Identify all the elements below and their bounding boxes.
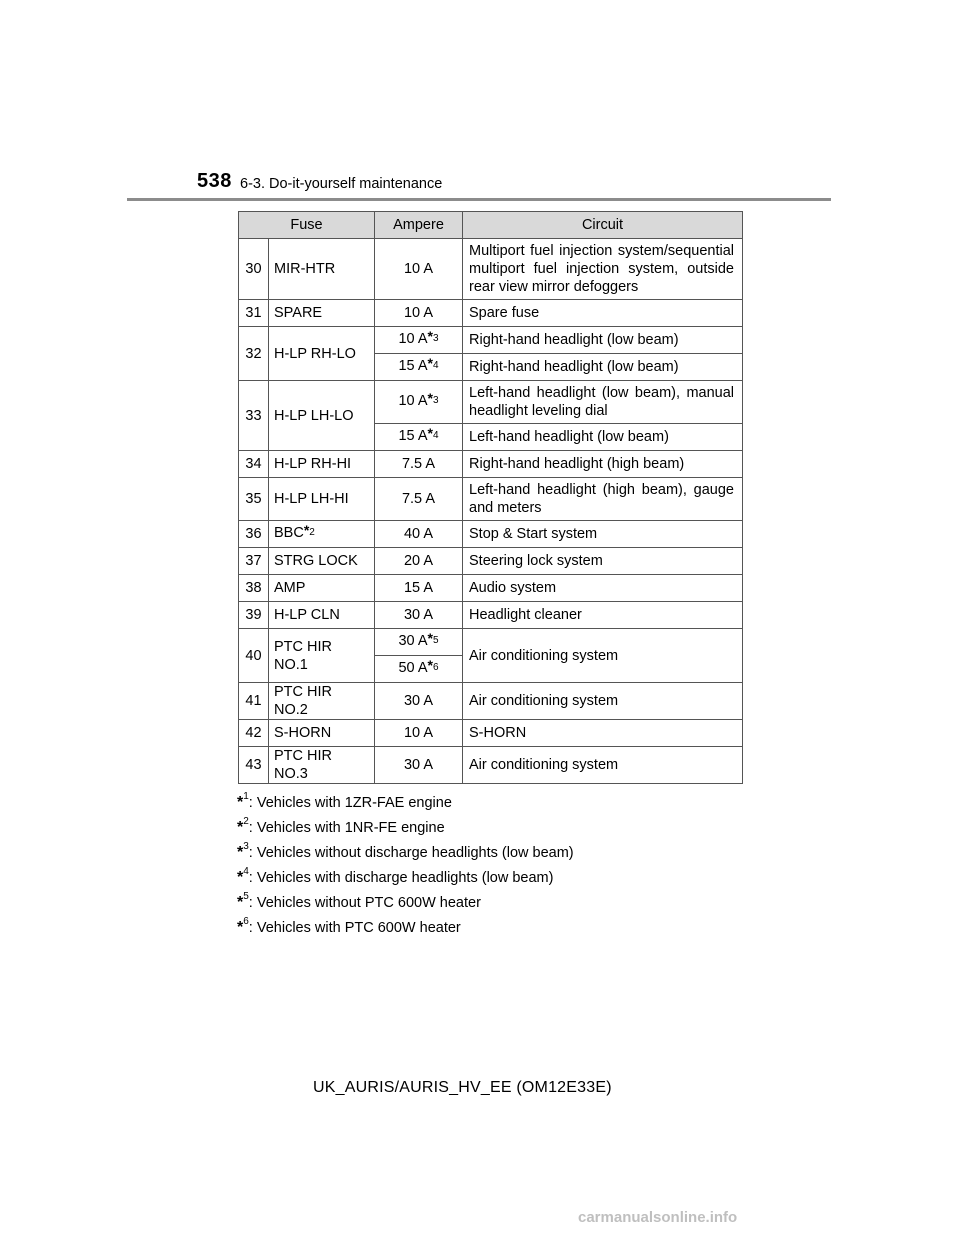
fuse-circuit: Air conditioning system: [463, 683, 743, 720]
footnote-text: : Vehicles with 1ZR-FAE engine: [248, 794, 452, 811]
table-row: [239, 521, 743, 548]
footnote-number: 3: [432, 394, 439, 406]
table-row: [239, 720, 743, 747]
fuse-ampere: 30 A: [375, 683, 463, 720]
fuse-name: SPARE: [269, 300, 375, 327]
fuse-number: 37: [239, 548, 269, 575]
fuse-ampere: 30 A: [375, 602, 463, 629]
header-rule: [127, 198, 831, 201]
fuse-circuit: Right-hand headlight (low beam): [463, 354, 743, 381]
asterisk-icon: *: [237, 818, 244, 836]
fuse-circuit: S-HORN: [463, 720, 743, 747]
footnote-text: : Vehicles with 1NR-FE engine: [248, 819, 445, 836]
table-row: [239, 548, 743, 575]
fuse-ampere: [375, 656, 463, 683]
footnote-number: 4: [432, 429, 439, 441]
asterisk-icon: *: [237, 843, 244, 861]
footnote-text: : Vehicles with PTC 600W heater: [248, 919, 461, 936]
fuse-circuit: Left-hand headlight (high beam), gauge and meters: [463, 478, 743, 521]
fuse-circuit: Left-hand headlight (low beam): [463, 424, 743, 451]
footnotes: [237, 786, 574, 936]
footnote-number: 5: [243, 891, 249, 902]
fuse-name: H-LP RH-LO: [269, 327, 375, 381]
asterisk-icon: *: [427, 424, 433, 441]
fuse-number: 41: [239, 683, 269, 720]
fuse-ampere: [375, 327, 463, 354]
asterisk-icon: *: [237, 918, 244, 936]
table-row: [239, 327, 743, 354]
footnote-number: 4: [432, 359, 439, 371]
fuse-name: H-LP LH-LO: [269, 381, 375, 451]
asterisk-icon: *: [303, 521, 310, 538]
asterisk-icon: *: [237, 868, 244, 886]
fuse-number: 36: [239, 521, 269, 548]
table-row: [239, 451, 743, 478]
asterisk-icon: *: [427, 389, 433, 406]
table-header-row: [239, 212, 743, 239]
table-row: [239, 629, 743, 656]
fuse-circuit: Steering lock system: [463, 548, 743, 575]
fuse-circuit: Spare fuse: [463, 300, 743, 327]
table-row: [239, 575, 743, 602]
fuse-name: AMP: [269, 575, 375, 602]
footnote-ref: [427, 354, 439, 371]
ampere-value: 15 A: [398, 357, 428, 374]
fuse-ampere: [375, 629, 463, 656]
fuse-circuit: Multiport fuel injection system/sequential multiport fuel injection system, outside rear view mirror defoggers: [463, 239, 743, 300]
fuse-number: 40: [239, 629, 269, 683]
fuse-ampere: 7.5 A: [375, 451, 463, 478]
footnote: [237, 836, 574, 861]
fuse-name: H-LP CLN: [269, 602, 375, 629]
footnote-ref: [427, 656, 439, 673]
footnote-number: 3: [432, 332, 439, 344]
fuse-name: PTC HIR NO.1: [269, 629, 375, 683]
table-row: [239, 602, 743, 629]
fuse-number: 42: [239, 720, 269, 747]
footnote: [237, 811, 574, 836]
fuse-name: [269, 521, 375, 548]
asterisk-icon: *: [427, 656, 433, 673]
fuse-circuit: Headlight cleaner: [463, 602, 743, 629]
footnote-text: : Vehicles with discharge headlights (low beam): [248, 869, 554, 886]
fuse-ampere: [375, 354, 463, 381]
fuse-ampere: 10 A: [375, 300, 463, 327]
fuse-circuit: Stop & Start system: [463, 521, 743, 548]
table-row: [239, 747, 743, 784]
asterisk-icon: *: [427, 629, 433, 646]
footnote-number: 1: [243, 791, 249, 802]
fuse-name: PTC HIR NO.3: [269, 747, 375, 784]
fuse-ampere: 20 A: [375, 548, 463, 575]
table-row: [239, 300, 743, 327]
section-title: 6-3. Do-it-yourself maintenance: [240, 176, 443, 192]
footnote-text: : Vehicles without discharge headlights (low beam): [248, 844, 574, 861]
footnote: [237, 786, 574, 811]
fuse-ampere: 10 A: [375, 720, 463, 747]
ampere-value: 10 A: [398, 392, 428, 409]
fuse-number: 31: [239, 300, 269, 327]
footnote-ref: [427, 389, 439, 406]
fuse-number: 38: [239, 575, 269, 602]
fuse-number: 43: [239, 747, 269, 784]
footnote-number: 3: [243, 841, 249, 852]
fuse-number: 34: [239, 451, 269, 478]
fuse-ampere: [375, 381, 463, 424]
ampere-value: 10 A: [398, 330, 428, 347]
fuse-table: [238, 211, 743, 784]
fuse-circuit: Air conditioning system: [463, 629, 743, 683]
fuse-number: 35: [239, 478, 269, 521]
footnote: [237, 911, 574, 936]
fuse-circuit: Audio system: [463, 575, 743, 602]
fuse-name: PTC HIR NO.2: [269, 683, 375, 720]
fuse-ampere: 7.5 A: [375, 478, 463, 521]
footnote-number: 2: [309, 526, 315, 538]
fuse-circuit: Left-hand headlight (low beam), manual headlight leveling dial: [463, 381, 743, 424]
footnote-text: : Vehicles without PTC 600W heater: [248, 894, 481, 911]
fuse-circuit: Air conditioning system: [463, 747, 743, 784]
fuse-name: MIR-HTR: [269, 239, 375, 300]
fuse-ampere: 30 A: [375, 747, 463, 784]
header-ampere: Ampere: [375, 212, 463, 239]
fuse-name: S-HORN: [269, 720, 375, 747]
footnote-number: 2: [243, 816, 249, 827]
footnote-ref: [427, 424, 439, 441]
fuse-number: 32: [239, 327, 269, 381]
footnote-number: 6: [432, 661, 439, 673]
fuse-name-text: BBC: [274, 524, 304, 541]
fuse-number: 30: [239, 239, 269, 300]
ampere-value: 15 A: [398, 427, 428, 444]
footnote: [237, 886, 574, 911]
manual-code: UK_AURIS/AURIS_HV_EE (OM12E33E): [313, 1079, 612, 1096]
footnote: [237, 861, 574, 886]
footnote-ref: [427, 327, 439, 344]
footnote-number: 4: [243, 866, 249, 877]
fuse-ampere: [375, 424, 463, 451]
page-number: 538: [197, 170, 232, 192]
footnote-number: 6: [243, 916, 249, 927]
footnote-ref: [427, 629, 439, 646]
table-row: [239, 239, 743, 300]
header-circuit: Circuit: [463, 212, 743, 239]
asterisk-icon: *: [237, 893, 244, 911]
asterisk-icon: *: [427, 327, 433, 344]
table-row: [239, 683, 743, 720]
watermark: carmanualsonline.info: [578, 1209, 738, 1226]
fuse-circuit: Right-hand headlight (high beam): [463, 451, 743, 478]
table-row: [239, 381, 743, 424]
header-fuse: Fuse: [239, 212, 375, 239]
ampere-value: 30 A: [398, 632, 428, 649]
fuse-ampere: 15 A: [375, 575, 463, 602]
table-row: [239, 478, 743, 521]
fuse-ampere: 40 A: [375, 521, 463, 548]
fuse-name: H-LP LH-HI: [269, 478, 375, 521]
ampere-value: 50 A: [398, 659, 428, 676]
asterisk-icon: *: [427, 354, 433, 371]
fuse-name: STRG LOCK: [269, 548, 375, 575]
fuse-ampere: 10 A: [375, 239, 463, 300]
footnote-ref: [303, 521, 315, 538]
fuse-name: H-LP RH-HI: [269, 451, 375, 478]
fuse-circuit: Right-hand headlight (low beam): [463, 327, 743, 354]
asterisk-icon: *: [237, 793, 244, 811]
footnote-number: 5: [432, 634, 439, 646]
fuse-number: 39: [239, 602, 269, 629]
fuse-number: 33: [239, 381, 269, 451]
